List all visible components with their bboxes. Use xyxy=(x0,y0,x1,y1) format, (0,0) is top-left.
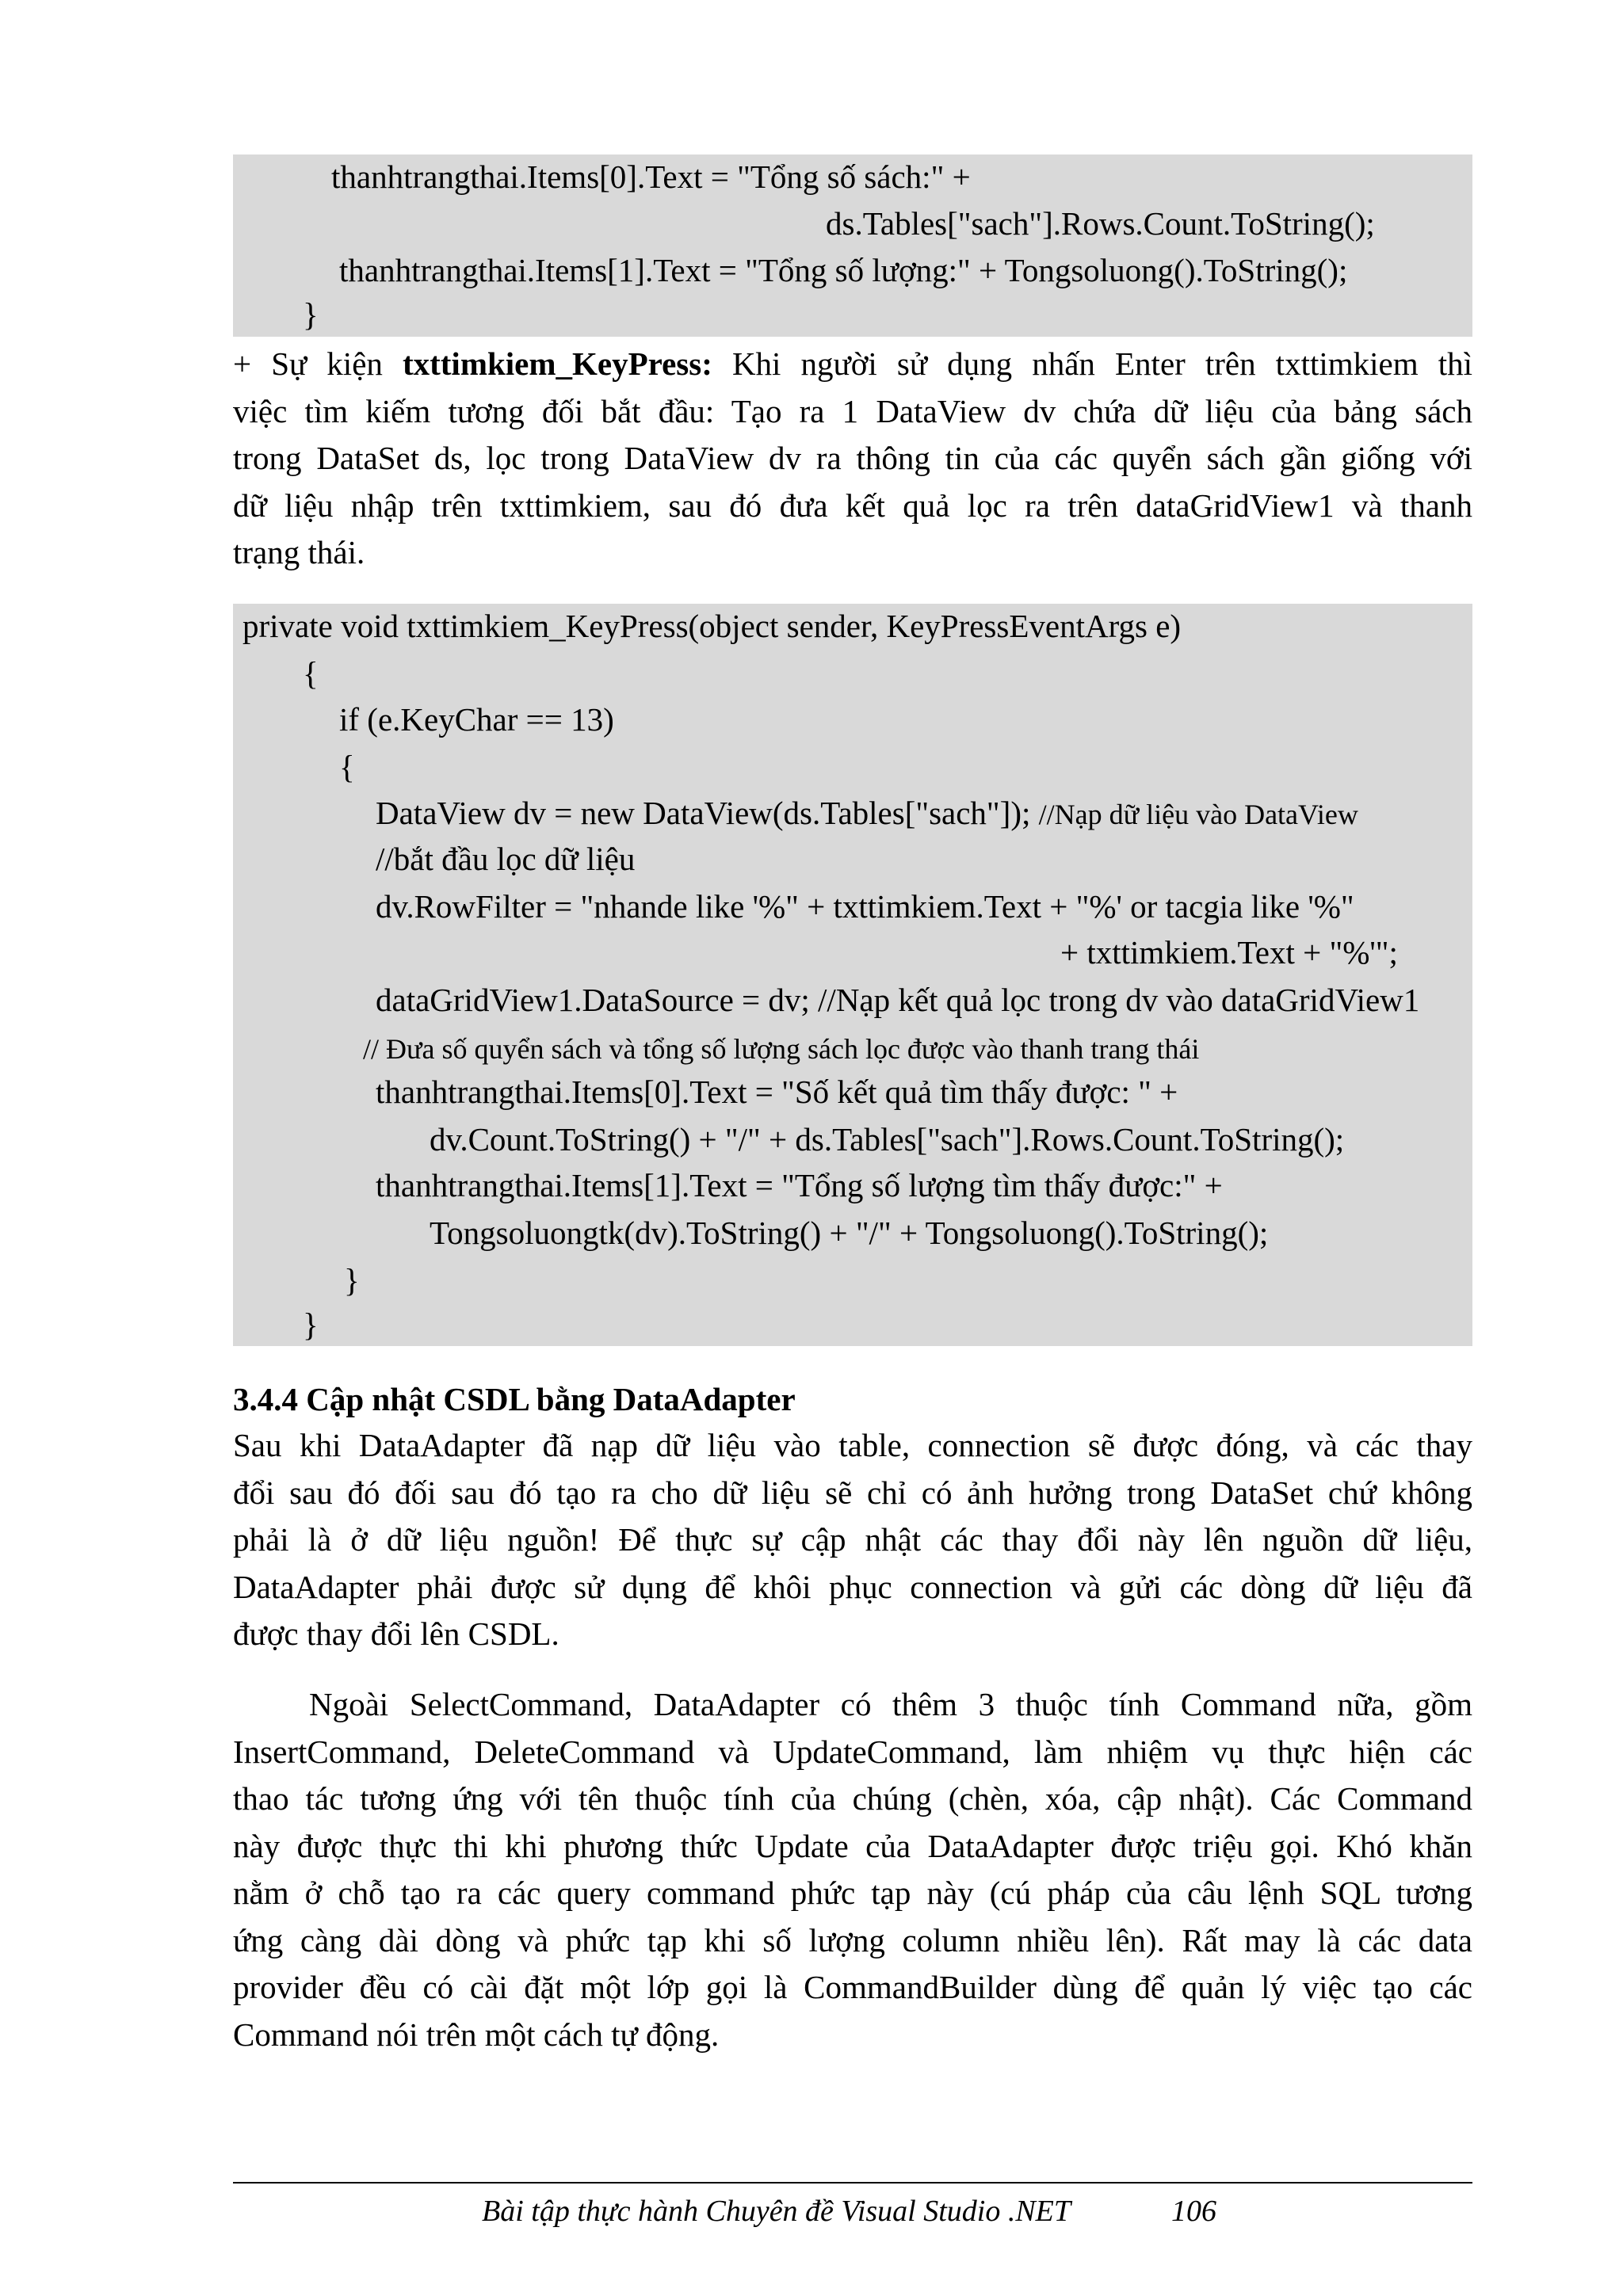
body-paragraph-2 xyxy=(233,1681,1472,2058)
code-line: if (e.KeyChar == 13) xyxy=(339,701,614,738)
paragraph-line: ứng càng dài dòng và phức tạp khi số lượng column nhiều lên). Rất may là các data xyxy=(233,1921,1472,1958)
event-prefix: + Sự kiện xyxy=(233,345,403,382)
code-line: { xyxy=(303,655,319,692)
paragraph-line: dữ liệu nhập trên txttimkiem, sau đó đưa kết quả lọc ra trên dataGridView1 và thanh xyxy=(233,486,1472,524)
paragraph-line: DataAdapter phải được sử dụng để khôi phục connection và gửi các dòng dữ liệu đã xyxy=(233,1568,1472,1605)
code-line: + txttimkiem.Text + "%'"; xyxy=(1060,934,1398,971)
code-line: { xyxy=(339,749,355,785)
code-line: private void txttimkiem_KeyPress(object sender, KeyPressEventArgs e) xyxy=(242,608,1182,644)
paragraph-line: InsertCommand, DeleteCommand và UpdateCommand, làm nhiệm vụ thực hiện các xyxy=(233,1733,1472,1770)
code-line: thanhtrangthai.Items[1].Text = "Tổng số lượng:" + Tongsoluong().ToString(); xyxy=(339,252,1348,288)
paragraph-line: thao tác tương ứng với tên thuộc tính của chúng (chèn, xóa, cập nhật). Các Command xyxy=(233,1780,1472,1817)
paragraph-line: Command nói trên một cách tự động. xyxy=(233,2016,720,2053)
code-line: } xyxy=(303,1306,319,1343)
code-text: DataView dv = new DataView(ds.Tables["sach"]); xyxy=(376,795,1031,831)
footer-divider xyxy=(233,2182,1472,2183)
paragraph-line: được thay đổi lên CSDL. xyxy=(233,1615,559,1652)
code-line: dv.Count.ToString() + "/" + ds.Tables["sach"].Rows.Count.ToString(); xyxy=(430,1121,1345,1158)
section-heading: 3.4.4 Cập nhật CSDL bằng DataAdapter xyxy=(233,1381,796,1417)
code-line: dv.RowFilter = "nhande like '%" + txttimkiem.Text + "%' or tacgia like '%" xyxy=(376,888,1354,925)
code-line: thanhtrangthai.Items[0].Text = "Số kết quả tìm thấy được: " + xyxy=(376,1074,1178,1110)
code-comment-line: // Đưa số quyển sách và tổng số lượng sách lọc được vào thanh trang thái xyxy=(363,1033,1200,1065)
event-description xyxy=(233,341,1472,577)
paragraph-line: Sau khi DataAdapter đã nạp dữ liệu vào table, connection sẽ được đóng, và các thay xyxy=(233,1427,1472,1463)
paragraph-line: phải là ở dữ liệu nguồn! Để thực sự cập nhật các thay đổi này lên nguồn dữ liệu, xyxy=(233,1521,1472,1558)
code-line: } xyxy=(303,296,319,333)
code-block-1 xyxy=(233,154,1472,337)
code-line: ds.Tables["sach"].Rows.Count.ToString(); xyxy=(826,205,1375,242)
paragraph-line: trong DataSet ds, lọc trong DataView dv ra thông tin của các quyển sách gần giống với xyxy=(233,440,1472,476)
code-line xyxy=(376,794,1358,833)
code-line: thanhtrangthai.Items[0].Text = "Tổng số sách:" + xyxy=(331,158,971,195)
body-paragraph-1 xyxy=(233,1422,1472,1658)
event-name: txttimkiem_KeyPress: xyxy=(402,345,712,382)
code-line: Tongsoluongtk(dv).ToString() + "/" + Tongsoluong().ToString(); xyxy=(430,1215,1269,1251)
paragraph-line xyxy=(233,341,1472,388)
footer-title: Bài tập thực hành Chuyên đề Visual Studio .NET xyxy=(482,2195,1071,2228)
code-line: //bắt đầu lọc dữ liệu xyxy=(376,841,636,877)
paragraph-line: đổi sau đó đối sau đó tạo ra cho dữ liệu sẽ chỉ có ảnh hưởng trong DataSet chứ không xyxy=(233,1474,1472,1511)
code-block-2 xyxy=(233,604,1472,1346)
code-comment: //Nạp dữ liệu vào DataView xyxy=(1038,799,1358,830)
paragraph-line: việc tìm kiếm tương đối bắt đầu: Tạo ra 1 DataView dv chứa dữ liệu của bảng sách xyxy=(233,392,1472,429)
page-number: 106 xyxy=(1171,2195,1216,2228)
paragraph-line: Ngoài SelectCommand, DataAdapter có thêm 3 thuộc tính Command nữa, gồm xyxy=(309,1686,1472,1722)
code-line: dataGridView1.DataSource = dv; //Nạp kết quả lọc trong dv vào dataGridView1 xyxy=(376,982,1420,1018)
code-line: } xyxy=(344,1262,360,1299)
paragraph-line: này được thực thi khi phương thức Update của DataAdapter được triệu gọi. Khó khăn xyxy=(233,1827,1472,1864)
paragraph-line: provider đều có cài đặt một lớp gọi là CommandBuilder dùng để quản lý việc tạo các xyxy=(233,1969,1472,2005)
code-line: thanhtrangthai.Items[1].Text = "Tổng số lượng tìm thấy được:" + xyxy=(376,1167,1223,1203)
event-text: Khi người sử dụng nhấn Enter trên txttimkiem thì xyxy=(712,345,1472,382)
paragraph-line: trạng thái. xyxy=(233,534,365,570)
paragraph-line: nằm ở chỗ tạo ra các query command phức tạp này (cú pháp của câu lệnh SQL tương xyxy=(233,1875,1472,1911)
